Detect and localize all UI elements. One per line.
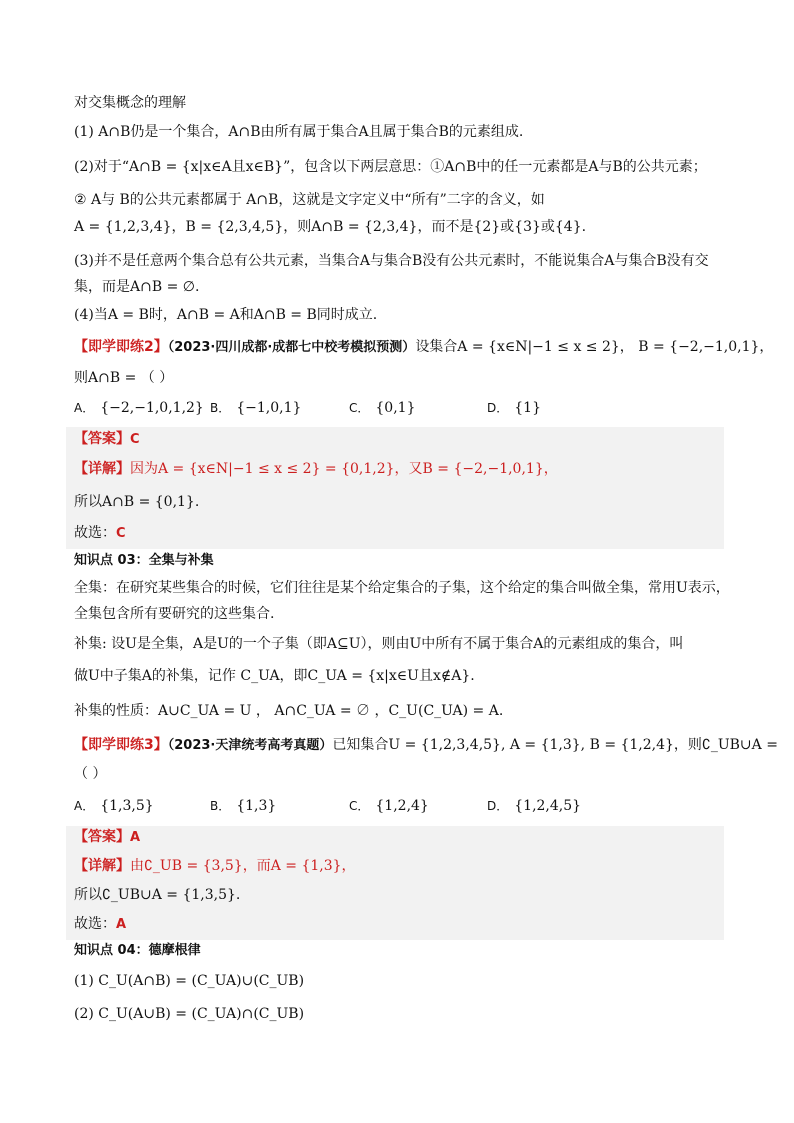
paragraph: (4)当A = B时，A∩B = A和A∩B = B同时成立. <box>74 307 378 323</box>
exercise-question: 设集合A = {x∈N|−1 ≤ x ≤ 2}， B = {−2,−1,0,1}， <box>415 339 774 355</box>
paragraph: 全集包含所有要研究的这些集合. <box>74 606 275 622</box>
choose-line: 故选：C <box>74 525 126 541</box>
exercise-3-stem <box>74 735 778 756</box>
exercise-source: （2023·天津统考高考真题） <box>167 738 333 753</box>
section-title: 对交集概念的理解 <box>74 95 186 111</box>
option-a: A． {−2,−1,0,1,2} <box>74 400 204 416</box>
answer-value: A <box>130 830 141 845</box>
paragraph: 做U中子集A的补集，记作 C_UA，即C_UA = {x|x∈U且x∉A}. <box>74 668 475 684</box>
exercise-label: 【即学即练2】 <box>74 339 168 355</box>
paragraph: (2)对于“A∩B = {x|x∈A且x∈B}”，包含以下两层意思：①A∩B中的任一元素都是A与B的公共元素； <box>74 159 707 175</box>
detail-line: 【详解】由∁_UB = {3,5}，而A = {1,3}， <box>74 858 356 874</box>
detail-text: 因为A = {x∈N|−1 ≤ x ≤ 2} = {0,1,2}，又B = {−2,−1,0,1}， <box>130 461 558 477</box>
answer-value: C <box>130 432 140 447</box>
option-a: A． {1,3,5} <box>74 798 154 814</box>
option-c: C． {0,1} <box>349 400 416 416</box>
paragraph: (3)并不是任意两个集合总有公共元素，当集合A与集合B没有公共元素时，不能说集合A与集合B没有交 <box>74 253 709 269</box>
detail-conclusion: 所以A∩B = {0,1}. <box>74 494 200 510</box>
exercise-ask: 则A∩B = （ ） <box>74 370 174 386</box>
paragraph: A = {1,2,3,4}，B = {2,3,4,5}，则A∩B = {2,3,4}，而不是{2}或{3}或{4}. <box>74 219 587 235</box>
exercise-label: 【即学即练3】 <box>74 737 168 753</box>
choose-line: 故选：A <box>74 916 127 932</box>
option-d: D． {1,2,4,5} <box>487 798 582 814</box>
exercise-ask: （ ） <box>74 766 107 782</box>
detail-line: 【详解】因为A = {x∈N|−1 ≤ x ≤ 2} = {0,1,2}，又B = {−2,−1,0,1}， <box>74 461 558 477</box>
option-b: B． {−1,0,1} <box>210 400 302 416</box>
detail-conclusion: 所以∁_UB∪A = {1,3,5}. <box>74 887 241 903</box>
paragraph: 补集的性质：A∪C_UA = U ， A∩C_UA = ∅ ，C_U(C_UA) = A. <box>74 703 504 719</box>
formula-line: (1) C_U(A∩B) = (C_UA)∪(C_UB) <box>74 973 305 989</box>
answer-line: 【答案】A <box>74 829 141 845</box>
option-c: C． {1,2,4} <box>349 798 429 814</box>
answer-line: 【答案】C <box>74 431 140 447</box>
exercise-question: 已知集合U = {1,2,3,4,5}, A = {1,3}, B = {1,2,4}，则∁_UB∪A = <box>332 737 778 753</box>
knowledge-point-title: 知识点 04：德摩根律 <box>74 943 201 958</box>
option-d: D． {1} <box>487 400 541 416</box>
exercise-2-stem <box>74 337 774 358</box>
option-b: B． {1,3} <box>210 798 277 814</box>
knowledge-point-title: 知识点 03：全集与补集 <box>74 553 214 568</box>
paragraph: (1) A∩B仍是一个集合，A∩B由所有属于集合A且属于集合B的元素组成. <box>74 124 524 140</box>
paragraph: ② A与 B的公共元素都属于 A∩B，这就是文字定义中“所有”二字的含义，如 <box>74 192 545 208</box>
formula-line: (2) C_U(A∪B) = (C_UA)∩(C_UB) <box>74 1006 305 1022</box>
exercise-source: （2023·四川成都·成都七中校考模拟预测） <box>167 340 416 355</box>
paragraph: 集，而是A∩B = ∅. <box>74 279 200 295</box>
paragraph: 补集: 设U是全集，A是U的一个子集（即A⊆U），则由U中所有不属于集合A的元素组成的集合，叫 <box>74 636 684 652</box>
paragraph: 全集：在研究某些集合的时候，它们往往是某个给定集合的子集，这个给定的集合叫做全集，常用U表示， <box>74 580 730 596</box>
detail-text: 由∁_UB = {3,5}，而A = {1,3}， <box>130 858 356 874</box>
